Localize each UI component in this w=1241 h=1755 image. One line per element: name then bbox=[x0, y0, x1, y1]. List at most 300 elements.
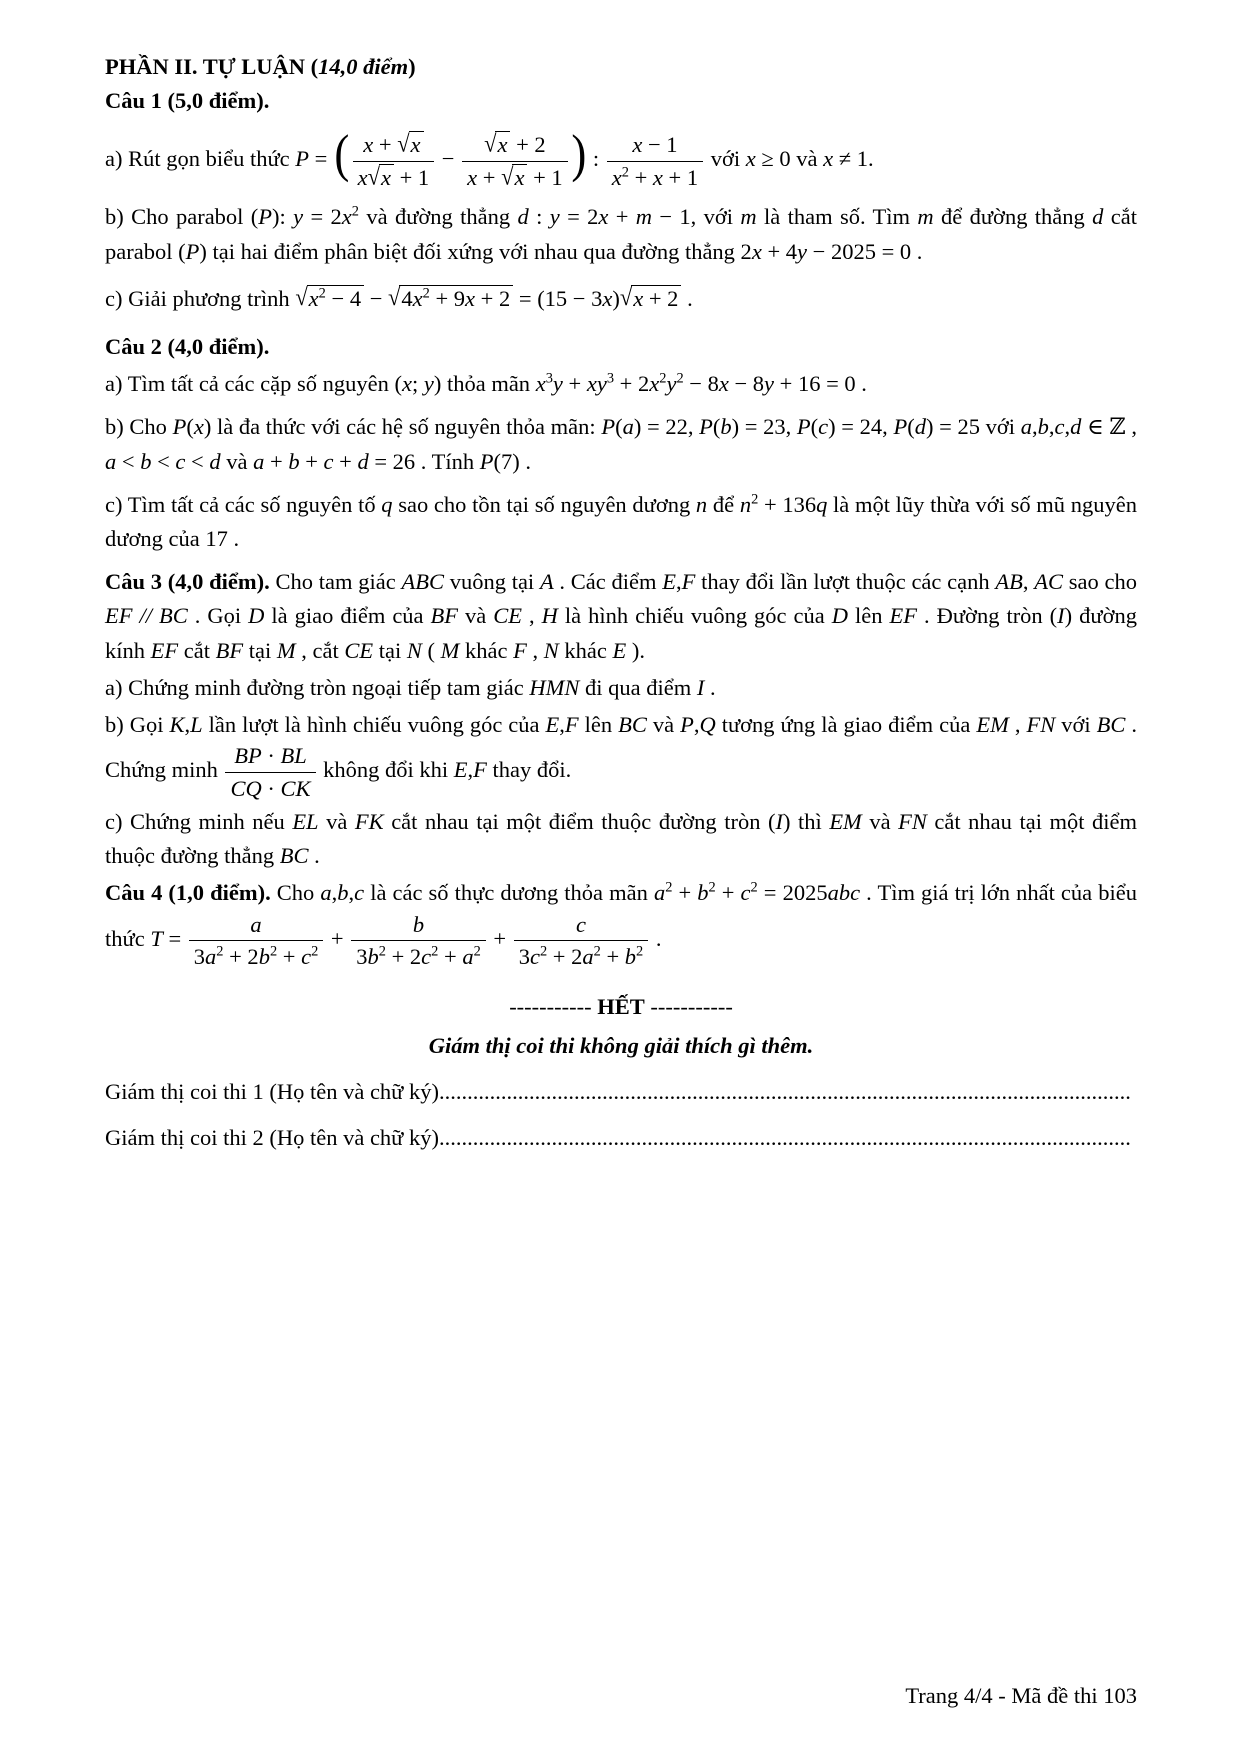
math-variable: N bbox=[543, 637, 559, 663]
math-variable: b bbox=[258, 943, 270, 969]
math-variable: P bbox=[172, 414, 187, 440]
math-variable: c bbox=[1054, 414, 1065, 440]
math-variable: A bbox=[539, 569, 554, 595]
text-run: ) thỏa mãn bbox=[433, 371, 536, 397]
text-run: ) thì bbox=[782, 808, 830, 834]
text-run: cắt nhau tại một điểm thuộc đường tròn ( bbox=[383, 808, 776, 834]
fraction bbox=[605, 131, 705, 191]
math-variable: HMN bbox=[529, 674, 580, 700]
math-variable: b bbox=[140, 448, 152, 474]
math-variable: E bbox=[612, 637, 627, 663]
math-variable: y bbox=[293, 204, 304, 230]
text-run: tại bbox=[243, 637, 277, 663]
text-run: · bbox=[261, 743, 281, 769]
q1a: a) Rút gọn biểu thức P = ( $\frac{x + √x}{x√x + 1}$ − $\frac{√x + 2}{x + √x + 1}$ ) : $\frac{x - 1}{x^2 + x + 1}$ với x ≥ 0 và x ≠ 1. bbox=[105, 124, 874, 190]
q2b bbox=[105, 410, 1137, 478]
bold-italic-text: 14,0 điểm bbox=[318, 54, 409, 79]
superscript: 2 bbox=[431, 943, 439, 960]
text-run: = bbox=[309, 146, 333, 172]
math-variable: E bbox=[545, 711, 560, 737]
sqrt-radical bbox=[295, 283, 364, 311]
superscript: 2 bbox=[539, 943, 548, 960]
text-run: + 1 bbox=[662, 164, 699, 190]
text-run: ( bbox=[907, 414, 915, 440]
text-run: 3 bbox=[518, 943, 530, 969]
text-run: 3 bbox=[193, 943, 206, 969]
math-variable: d bbox=[209, 448, 221, 474]
text-run: : bbox=[528, 204, 550, 230]
math-variable: d bbox=[1092, 204, 1104, 230]
superscript: 2 bbox=[269, 943, 278, 960]
text-run: ) = 23, bbox=[731, 414, 797, 440]
fraction-denominator bbox=[225, 773, 315, 802]
radical-sign: √ bbox=[397, 130, 410, 158]
text-run: là các số thực dương thỏa mãn bbox=[364, 880, 654, 906]
math-variable: q bbox=[381, 491, 393, 517]
text-run: + 1 bbox=[393, 164, 430, 190]
superscript: 2 bbox=[750, 879, 758, 896]
text-run: + bbox=[715, 880, 741, 906]
text-run: với bbox=[1055, 711, 1097, 737]
fraction-numerator bbox=[462, 131, 568, 162]
math-variable: x bbox=[751, 238, 762, 264]
math-variable: P bbox=[680, 711, 694, 737]
text-run: = 2025 bbox=[757, 880, 828, 906]
math-variable: m bbox=[740, 204, 757, 230]
superscript: 2 bbox=[665, 879, 673, 896]
math-variable: abc bbox=[827, 880, 861, 906]
superscript: 2 bbox=[473, 943, 481, 960]
text-run: + 16 = 0 . bbox=[774, 371, 867, 397]
radical-sign: √ bbox=[501, 162, 514, 190]
math-variable: x bbox=[341, 204, 352, 230]
math-variable: CE bbox=[493, 603, 523, 629]
math-variable: D bbox=[831, 603, 849, 629]
text-run: ) bbox=[612, 285, 620, 311]
superscript: 3 bbox=[545, 370, 553, 387]
bold-text: PHẦN II. TỰ LUẬN ( bbox=[105, 54, 319, 79]
math-variable: c bbox=[323, 448, 334, 474]
exam-page bbox=[105, 50, 1137, 1155]
math-variable: c bbox=[818, 414, 829, 440]
text-run: thay đổi. bbox=[486, 757, 572, 783]
bold-text: ) bbox=[408, 54, 416, 79]
text-run: thay đổi lần lượt thuộc các cạnh bbox=[695, 569, 996, 595]
proctor-line-2 bbox=[105, 1121, 1137, 1155]
radical-sign: √ bbox=[295, 283, 308, 311]
math-variable: x bbox=[410, 132, 421, 158]
radicand bbox=[631, 285, 681, 313]
text-run: , cắt bbox=[295, 637, 345, 663]
math-variable: // bbox=[139, 603, 153, 629]
text-run: + bbox=[277, 943, 302, 969]
text-run: là tham số. Tìm bbox=[756, 204, 918, 230]
text-run: · bbox=[261, 775, 281, 801]
text-run: lên bbox=[578, 711, 619, 737]
math-variable: FN bbox=[1026, 711, 1056, 737]
text-run: . bbox=[681, 285, 693, 311]
text-run: b) Gọi bbox=[105, 711, 170, 737]
math-variable: a bbox=[462, 943, 474, 969]
math-variable: y bbox=[552, 371, 563, 397]
fraction-numerator bbox=[189, 911, 324, 941]
q2c bbox=[105, 488, 1137, 556]
text-run: , bbox=[693, 711, 700, 737]
text-run: , bbox=[1064, 414, 1071, 440]
text-run: và bbox=[458, 603, 494, 629]
text-run: ; bbox=[411, 371, 424, 397]
sqrt-radical bbox=[367, 162, 394, 190]
radical-sign: √ bbox=[367, 162, 380, 190]
bold-text: Câu 4 (1,0 điểm). bbox=[105, 880, 271, 906]
math-variable: b bbox=[697, 880, 709, 906]
math-variable: b bbox=[1037, 414, 1049, 440]
math-variable: E bbox=[453, 757, 468, 783]
het-line bbox=[105, 990, 1137, 1024]
text-run: không đổi khi bbox=[317, 757, 454, 783]
radical-sign: √ bbox=[388, 283, 401, 311]
math-variable: a bbox=[653, 880, 666, 906]
text-run: , bbox=[348, 880, 355, 906]
fraction bbox=[223, 742, 317, 802]
text-run: sao cho tồn tại số nguyên dương bbox=[392, 491, 696, 517]
math-variable: d bbox=[357, 448, 369, 474]
text-run: ): bbox=[272, 204, 294, 230]
page-footer: Trang 4/4 - Mã đề thi 103 bbox=[905, 1682, 1137, 1708]
section-title bbox=[105, 50, 1137, 84]
text-run: (7) . bbox=[493, 448, 531, 474]
text-run: + 2 bbox=[547, 943, 583, 969]
fraction-denominator bbox=[189, 941, 324, 970]
text-run: + 2 bbox=[614, 371, 650, 397]
math-variable: y bbox=[423, 371, 434, 397]
text-run: + 2 bbox=[510, 132, 546, 158]
math-variable: FK bbox=[354, 808, 384, 834]
math-variable: I bbox=[1057, 603, 1065, 629]
math-variable: c bbox=[421, 943, 432, 969]
math-variable: I bbox=[775, 808, 783, 834]
math-variable: n bbox=[695, 491, 708, 517]
sqrt-radical bbox=[501, 162, 527, 190]
radical-sign: √ bbox=[619, 283, 633, 311]
math-variable: b bbox=[624, 943, 637, 969]
text-run: + bbox=[672, 880, 698, 906]
math-variable: Q bbox=[699, 711, 716, 737]
math-variable: x bbox=[652, 164, 663, 190]
math-variable: x bbox=[633, 285, 644, 311]
math-variable: b bbox=[720, 414, 732, 440]
radicand bbox=[409, 131, 424, 159]
math-variable: x bbox=[308, 285, 319, 311]
text-run: lần lượt là hình chiếu vuông góc của bbox=[202, 711, 546, 737]
math-variable: y bbox=[764, 371, 775, 397]
text-run: ( bbox=[421, 637, 441, 663]
text-run: lên bbox=[848, 603, 890, 629]
math-variable: P bbox=[893, 414, 908, 440]
math-variable: c bbox=[740, 880, 751, 906]
math-variable: P bbox=[796, 414, 811, 440]
math-variable: EM bbox=[976, 711, 1009, 737]
superscript: 2 bbox=[351, 203, 359, 220]
text-run: ≥ 0 và bbox=[755, 146, 824, 172]
math-variable: x bbox=[649, 371, 660, 397]
text-run: cắt bbox=[178, 637, 216, 663]
text-run: tại bbox=[373, 637, 407, 663]
text-run: là giao điểm của bbox=[264, 603, 431, 629]
superscript: 2 bbox=[378, 943, 386, 960]
math-variable: a bbox=[250, 911, 262, 937]
math-variable: D bbox=[248, 603, 265, 629]
text-run: , bbox=[559, 711, 565, 737]
text-run: , bbox=[1022, 569, 1035, 595]
text-run: + bbox=[373, 132, 398, 158]
q2a bbox=[105, 367, 1137, 401]
superscript: 2 bbox=[311, 943, 319, 960]
text-run: − 4 bbox=[325, 285, 362, 311]
math-variable: CQ bbox=[230, 775, 262, 801]
text-run: ........................................................................................................................... bbox=[439, 1078, 1131, 1104]
math-variable: a bbox=[622, 414, 634, 440]
text-run: . bbox=[807, 1032, 814, 1058]
math-variable: c bbox=[175, 448, 186, 474]
text-run: và bbox=[220, 448, 254, 474]
math-variable: BC bbox=[159, 603, 188, 629]
fraction-denominator bbox=[353, 162, 435, 192]
math-variable: BF bbox=[430, 603, 459, 629]
fraction-numerator bbox=[351, 911, 486, 941]
bold-text: Câu 2 (4,0 điểm). bbox=[105, 334, 270, 360]
note-line bbox=[105, 1029, 1137, 1063]
math-variable: F bbox=[473, 757, 487, 783]
math-variable: BP bbox=[234, 743, 262, 769]
fraction-numerator bbox=[353, 131, 435, 162]
radicand bbox=[379, 164, 394, 192]
text-run: + bbox=[600, 943, 625, 969]
text-run: ≠ 1. bbox=[833, 146, 874, 172]
radicand bbox=[495, 131, 510, 159]
text-run: ( bbox=[712, 414, 721, 440]
text-run: để bbox=[707, 491, 740, 517]
text-run: là một lũy thừa với số mũ nguyên dương của 17 . bbox=[105, 491, 1137, 551]
text-run: − 8 bbox=[728, 371, 765, 397]
superscript: 2 bbox=[636, 943, 644, 960]
text-run: Giám thị coi thi 1 (Họ tên và chữ ký) bbox=[105, 1078, 439, 1104]
text-run: , bbox=[676, 569, 682, 595]
text-run: a) Tìm tất cả các cặp số nguyên ( bbox=[105, 371, 402, 397]
text-run: + bbox=[299, 448, 324, 474]
math-variable: AC bbox=[1034, 569, 1064, 595]
text-run: . Tìm giá trị lớn nhất của biểu thức bbox=[105, 880, 1137, 951]
exam-content bbox=[105, 50, 1137, 1155]
text-run: . Đường tròn ( bbox=[917, 603, 1058, 629]
fraction-numerator bbox=[607, 131, 703, 161]
math-variable: ABC bbox=[401, 569, 444, 595]
text-run: Giám thị coi thi 2 (Họ tên và chữ ký) bbox=[105, 1124, 439, 1150]
text-run: : bbox=[587, 146, 605, 172]
text-run: + bbox=[438, 943, 463, 969]
text-run bbox=[133, 603, 140, 628]
math-variable: d bbox=[517, 204, 529, 230]
math-variable: x bbox=[611, 164, 622, 190]
math-variable: a bbox=[1020, 414, 1032, 440]
text-run: = 2 bbox=[303, 204, 342, 230]
math-variable: F bbox=[681, 569, 696, 595]
bold-text: Câu 1 (5,0 điểm). bbox=[105, 88, 270, 114]
fraction-denominator bbox=[607, 162, 703, 191]
question-1-title bbox=[105, 84, 1137, 118]
text-run: a) Chứng minh đường tròn ngoại tiếp tam giác bbox=[105, 674, 530, 700]
text-run: khác bbox=[558, 637, 613, 663]
text-run: . bbox=[704, 674, 716, 700]
q1b bbox=[105, 200, 1137, 268]
text-run: + 136 bbox=[758, 491, 817, 517]
math-variable: BF bbox=[215, 637, 244, 663]
math-variable: x bbox=[718, 371, 729, 397]
text-run: − 8 bbox=[683, 371, 719, 397]
bold-text: Câu 3 (4,0 điểm). bbox=[105, 569, 270, 595]
math-variable: m bbox=[917, 204, 934, 230]
fraction bbox=[187, 911, 326, 971]
math-variable: b bbox=[288, 448, 300, 474]
text-run: ) = 24, bbox=[828, 414, 894, 440]
text-run: với bbox=[705, 146, 746, 172]
superscript: 2 bbox=[593, 943, 601, 960]
radicand bbox=[512, 164, 527, 192]
question-3 bbox=[105, 565, 1137, 668]
sqrt-radical bbox=[619, 283, 682, 311]
text-run: ( bbox=[186, 414, 194, 440]
math-variable: L bbox=[190, 711, 203, 737]
text-run: , bbox=[1048, 414, 1055, 440]
text-run: . Gọi bbox=[187, 603, 249, 629]
math-variable: q bbox=[816, 491, 828, 517]
radicand bbox=[307, 285, 364, 313]
superscript: 3 bbox=[606, 370, 615, 387]
text-run: ----------- bbox=[509, 994, 598, 1020]
fraction bbox=[512, 911, 651, 971]
text-run: Cho tam giác bbox=[269, 569, 402, 595]
text-run: ( bbox=[615, 414, 623, 440]
math-variable: x bbox=[401, 371, 412, 397]
math-variable: F bbox=[513, 637, 527, 663]
superscript: 2 bbox=[621, 164, 629, 181]
text-run: , bbox=[1008, 711, 1027, 737]
math-variable: EF bbox=[889, 603, 917, 629]
math-variable: m bbox=[635, 204, 653, 230]
math-variable: M bbox=[440, 637, 460, 663]
math-variable: AB bbox=[995, 569, 1023, 595]
fraction bbox=[349, 911, 488, 971]
text-run: 3 bbox=[356, 943, 368, 969]
fraction-numerator bbox=[225, 742, 315, 772]
text-run: ) đường kính bbox=[105, 603, 1137, 663]
text-run: < bbox=[151, 448, 176, 474]
math-variable: y bbox=[666, 371, 677, 397]
math-variable: BC bbox=[1096, 711, 1126, 737]
superscript: 2 bbox=[216, 943, 224, 960]
text-run: tương ứng là giao điểm của bbox=[715, 711, 977, 737]
math-variable: x bbox=[598, 204, 609, 230]
math-variable: E bbox=[662, 569, 677, 595]
q3a bbox=[105, 671, 1137, 705]
text-run: , bbox=[1031, 414, 1038, 440]
text-run: c) Chứng minh nếu bbox=[105, 808, 293, 834]
math-variable: CK bbox=[280, 775, 311, 801]
math-variable: xy bbox=[586, 371, 607, 397]
text-run: + bbox=[628, 164, 653, 190]
math-variable: H bbox=[541, 603, 558, 629]
text-run: , bbox=[331, 880, 338, 906]
radical-sign: √ bbox=[484, 130, 497, 158]
text-run: và bbox=[646, 711, 681, 737]
math-variable: F bbox=[564, 711, 579, 737]
text-run: − 1 bbox=[642, 132, 678, 158]
text-run: c) Tìm tất cả các số nguyên tố bbox=[105, 491, 382, 517]
text-run: < bbox=[185, 448, 210, 474]
math-variable: d bbox=[1070, 414, 1082, 440]
sqrt-radical bbox=[484, 132, 510, 157]
text-run: = 26 . Tính bbox=[368, 448, 480, 474]
math-variable: EF bbox=[150, 637, 179, 663]
math-variable: x bbox=[465, 285, 476, 311]
superscript: 2 bbox=[708, 879, 716, 896]
text-run: ----------- bbox=[644, 994, 733, 1020]
text-run: + 9 bbox=[429, 285, 466, 311]
math-variable: P bbox=[295, 146, 310, 172]
math-variable: c bbox=[354, 880, 365, 906]
text-run: − 2025 = 0 . bbox=[807, 238, 923, 264]
sqrt-radical bbox=[397, 132, 423, 157]
math-variable: x bbox=[467, 164, 478, 190]
math-variable: BL bbox=[280, 743, 307, 769]
math-variable: x bbox=[380, 164, 391, 190]
text-run: a) Rút gọn biểu thức bbox=[105, 146, 296, 172]
text-run: + bbox=[608, 204, 636, 230]
math-variable: P bbox=[699, 414, 713, 440]
text-run: + bbox=[477, 164, 502, 190]
math-variable: x bbox=[363, 132, 374, 158]
superscript: 2 bbox=[676, 370, 684, 387]
fraction-denominator bbox=[462, 162, 568, 192]
text-run: . bbox=[650, 925, 662, 951]
text-run: + 4 bbox=[761, 238, 798, 264]
fraction bbox=[460, 131, 570, 191]
text-run: Cho bbox=[270, 880, 321, 906]
text-run: + 1 bbox=[527, 164, 563, 190]
math-variable: x bbox=[514, 164, 525, 190]
math-variable: EM bbox=[829, 808, 862, 834]
text-run: . bbox=[308, 843, 320, 869]
superscript: 2 bbox=[318, 285, 326, 302]
q1c bbox=[105, 282, 1137, 316]
math-variable: n bbox=[739, 491, 752, 517]
math-variable: c bbox=[575, 911, 586, 937]
math-variable: y bbox=[797, 238, 808, 264]
fraction-denominator bbox=[514, 941, 649, 970]
superscript: 2 bbox=[751, 491, 759, 508]
text-run: là hình chiếu vuông góc của bbox=[557, 603, 832, 629]
math-variable: EF bbox=[105, 603, 133, 629]
q3c bbox=[105, 805, 1137, 873]
text-run: ) là đa thức với các hệ số nguyên thỏa mãn: bbox=[203, 414, 602, 440]
text-run: − bbox=[364, 285, 389, 311]
math-variable: P bbox=[185, 238, 200, 264]
math-variable: x bbox=[497, 132, 508, 158]
math-variable: x bbox=[745, 146, 756, 172]
math-variable: x bbox=[357, 164, 368, 190]
text-run: − bbox=[436, 146, 461, 172]
text-run: b) Cho bbox=[105, 414, 173, 440]
